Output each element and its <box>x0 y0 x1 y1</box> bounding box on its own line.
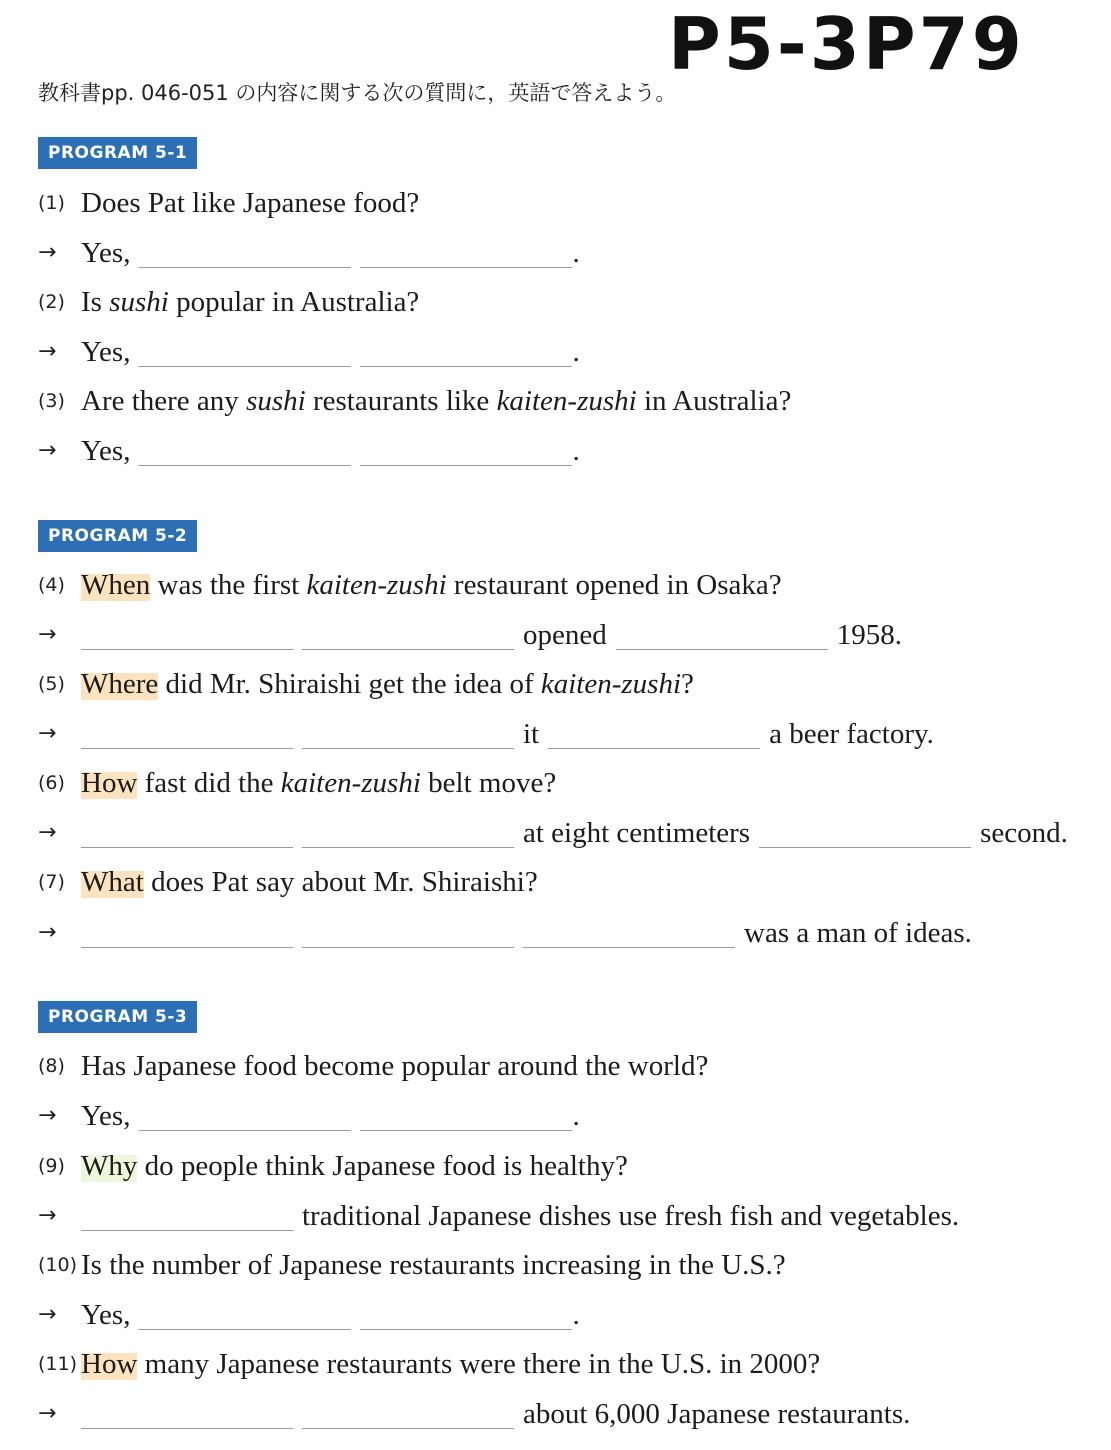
arrow-icon: → <box>38 339 57 364</box>
arrow-icon: → <box>38 920 57 945</box>
program-label-5-2: PROGRAM 5-2 <box>38 520 197 552</box>
answer-blank[interactable] <box>139 1328 351 1330</box>
arrow-icon: → <box>38 1203 57 1228</box>
answer-text: traditional Japanese dishes use fresh fish and vegetables. <box>302 1200 960 1232</box>
answer-prefix: Yes, <box>81 237 131 269</box>
arrow-icon: → <box>38 622 57 647</box>
answer-7 <box>38 913 1111 953</box>
question-text: belt move? <box>420 767 557 799</box>
question-number: (9) <box>38 1155 65 1177</box>
question-number: (5) <box>38 673 65 695</box>
wh-word-highlight: Where <box>81 668 159 700</box>
answer-blank[interactable] <box>81 648 293 650</box>
question-text: Is <box>81 286 110 318</box>
question-1 <box>38 183 1111 223</box>
question-number: (3) <box>38 390 65 412</box>
question-text: do people think Japanese food is healthy? <box>137 1150 628 1182</box>
question-italic-term: sushi <box>109 286 169 318</box>
answer-period: . <box>572 237 580 269</box>
question-italic-term: kaiten-zushi <box>540 668 682 700</box>
program-label-5-3: PROGRAM 5-3 <box>38 1001 197 1033</box>
answer-blank[interactable] <box>81 946 293 948</box>
question-8 <box>38 1046 1111 1086</box>
answer-text: at eight centimeters <box>523 817 751 849</box>
question-number: (6) <box>38 772 65 794</box>
question-4 <box>38 565 1111 605</box>
question-text: fast did the <box>137 767 281 799</box>
program-label-5-1: PROGRAM 5-1 <box>38 137 197 169</box>
question-number: (4) <box>38 574 65 596</box>
answer-blank[interactable] <box>360 464 572 466</box>
answer-blank[interactable] <box>81 1427 293 1429</box>
answer-text: second. <box>980 817 1068 849</box>
question-text: was the first <box>150 569 307 601</box>
arrow-icon: → <box>38 1302 57 1327</box>
answer-blank[interactable] <box>360 266 572 268</box>
question-italic-term: sushi <box>246 385 306 417</box>
question-number: (2) <box>38 291 65 313</box>
answer-blank[interactable] <box>139 464 351 466</box>
question-number: (10) <box>38 1254 78 1276</box>
answer-blank[interactable] <box>360 365 572 367</box>
page-code: P5-3P79 <box>668 2 1025 86</box>
question-text: Is the number of Japanese restaurants increasing in the U.S.? <box>81 1249 786 1281</box>
question-number: (1) <box>38 192 65 214</box>
answer-period: . <box>572 435 580 467</box>
question-text: Does Pat like Japanese food? <box>81 187 420 219</box>
answer-6 <box>38 813 1111 853</box>
answer-blank[interactable] <box>81 747 293 749</box>
answer-period: . <box>572 1299 580 1331</box>
answer-blank[interactable] <box>360 1328 572 1330</box>
arrow-icon: → <box>38 820 57 845</box>
answer-8 <box>38 1096 1111 1136</box>
arrow-icon: → <box>38 438 57 463</box>
question-number: (11) <box>38 1353 78 1375</box>
question-italic-term: kaiten-zushi <box>280 767 421 799</box>
question-italic-term: kaiten-zushi <box>496 385 637 417</box>
answer-text: was a man of ideas. <box>744 917 972 949</box>
question-text: restaurant opened in Osaka? <box>446 569 782 601</box>
question-number: (7) <box>38 871 65 893</box>
arrow-icon: → <box>38 1401 57 1426</box>
question-text: Has Japanese food become popular around the world? <box>81 1050 709 1082</box>
answer-period: . <box>572 1100 580 1132</box>
answer-text: a beer factory. <box>769 718 934 750</box>
answer-blank[interactable] <box>616 648 828 650</box>
answer-period: . <box>572 336 580 368</box>
question-3 <box>38 381 1111 421</box>
answer-blank[interactable] <box>81 1229 293 1231</box>
answer-blank[interactable] <box>302 946 514 948</box>
answer-prefix: Yes, <box>81 336 131 368</box>
question-text: many Japanese restaurants were there in the U.S. in 2000? <box>137 1348 821 1380</box>
question-text: does Pat say about Mr. Shiraishi? <box>143 866 538 898</box>
question-6 <box>38 763 1111 803</box>
answer-prefix: Yes, <box>81 1100 131 1132</box>
question-9 <box>38 1146 1111 1186</box>
answer-blank[interactable] <box>759 846 971 848</box>
question-text: restaurants like <box>305 385 497 417</box>
wh-word-highlight: Why <box>81 1150 138 1182</box>
question-11 <box>38 1344 1111 1384</box>
answer-prefix: Yes, <box>81 435 131 467</box>
question-text: did Mr. Shiraishi get the idea of <box>158 668 541 700</box>
answer-blank[interactable] <box>139 266 351 268</box>
answer-prefix: Yes, <box>81 1299 131 1331</box>
answer-blank[interactable] <box>360 1129 572 1131</box>
answer-blank[interactable] <box>139 365 351 367</box>
answer-blank[interactable] <box>523 946 735 948</box>
answer-5 <box>38 714 1111 754</box>
answer-text: opened <box>523 619 607 651</box>
answer-9 <box>38 1196 1111 1236</box>
question-number: (8) <box>38 1055 65 1077</box>
answer-blank[interactable] <box>302 747 514 749</box>
answer-blank[interactable] <box>81 846 293 848</box>
question-5 <box>38 664 1111 704</box>
answer-text: 1958. <box>836 619 902 651</box>
question-2 <box>38 282 1111 322</box>
answer-blank[interactable] <box>548 747 760 749</box>
wh-word-highlight: What <box>81 866 144 898</box>
wh-word-highlight: How <box>81 767 138 799</box>
question-text: Are there any <box>81 385 247 417</box>
answer-text: about 6,000 Japanese restaurants. <box>523 1398 911 1430</box>
arrow-icon: → <box>38 721 57 746</box>
answer-blank[interactable] <box>302 648 514 650</box>
question-italic-term: kaiten-zushi <box>306 569 447 601</box>
question-text: popular in Australia? <box>168 286 420 318</box>
answer-blank[interactable] <box>302 1427 514 1429</box>
question-text: ? <box>681 668 694 700</box>
answer-1 <box>38 233 1111 273</box>
question-7 <box>38 862 1111 902</box>
answer-10 <box>38 1295 1111 1335</box>
question-text: in Australia? <box>636 385 792 417</box>
wh-word-highlight: When <box>81 569 151 601</box>
answer-2 <box>38 332 1111 372</box>
arrow-icon: → <box>38 240 57 265</box>
answer-blank[interactable] <box>302 846 514 848</box>
wh-word-highlight: How <box>81 1348 138 1380</box>
answer-11 <box>38 1394 1111 1434</box>
question-10 <box>38 1245 1111 1285</box>
answer-4 <box>38 615 1111 655</box>
instruction-text: 教科書pp. 046-051 の内容に関する次の質問に，英語で答えよう。 <box>38 81 677 105</box>
answer-text: it <box>523 718 540 750</box>
answer-3 <box>38 431 1111 471</box>
answer-blank[interactable] <box>139 1129 351 1131</box>
arrow-icon: → <box>38 1103 57 1128</box>
